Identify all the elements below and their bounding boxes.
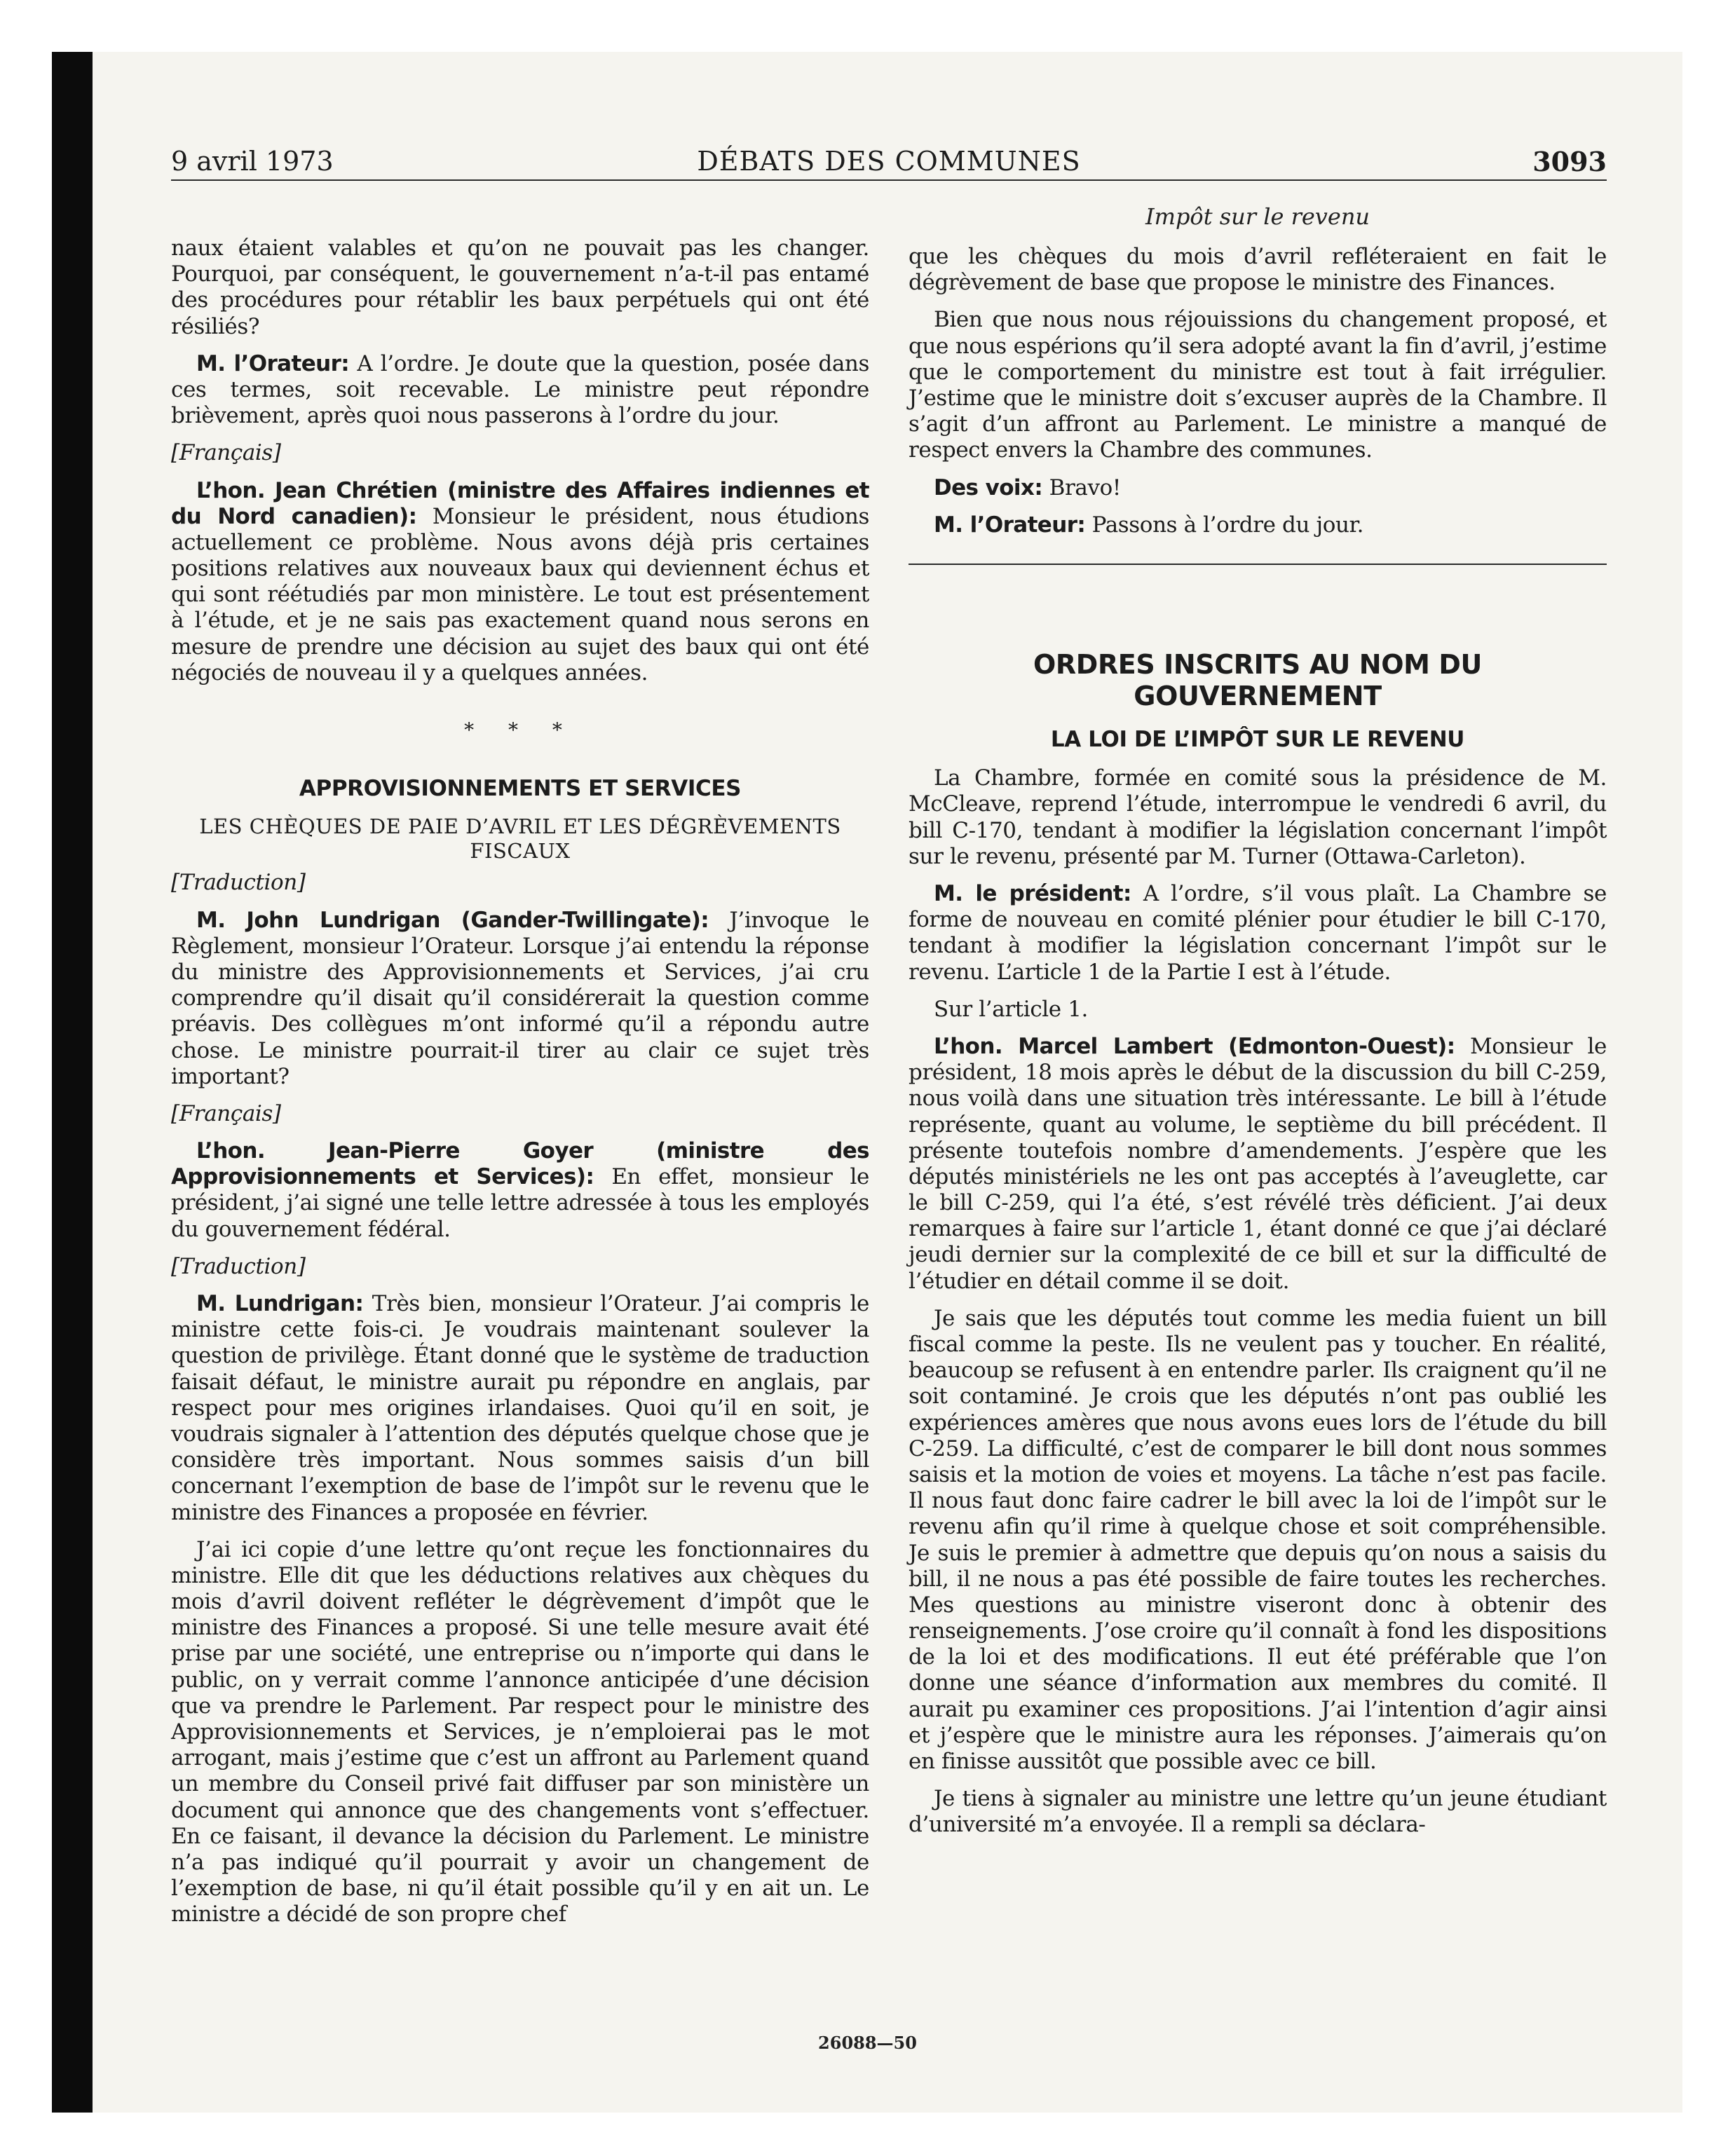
paragraph: naux étaient valables et qu’on ne pouvait pas les changer. Pourquoi, par conséquent, le gouvernement n’a-t-il pas entamé des procédures pour rétablir les baux perpétuels qui ont été résiliés? [171,236,869,339]
speaker: M. Lundrigan: [196,1291,364,1316]
running-head: Impôt sur le revenu [1145,203,1370,230]
speaker: L’hon. Jean-Pierre Goyer (ministre des Approvisionnements et Services): [171,1138,869,1190]
paragraph: J’ai ici copie d’une lettre qu’ont reçue les fonctionnaires du ministre. Elle dit que les déductions relatives aux chèques du mois d’avril doivent refléter le dégrèvement d’impôt que le ministre des Finances a proposé. Si une telle mesure avait été prise par une société, une entreprise ou n’importe qui dans le public, on y verrait comme l’annonce anticipée d’une décision que va prendre le Parlement. Par respect pour le ministre des Approvisionnements et Services, je n’emploierai pas le mot arrogant, mais j’estime que c’est un affront au Parlement quand un membre du Conseil privé fait diffuser par son ministère un document qui annonce que des changements vont s’effectuer. En ce faisant, il devance la décision du Parlement. Le ministre n’a pas indiqué qu’il pourrait y avoir un changement de l’exemption de base, ni qu’il était possible qu’il y en ait un. Le ministre a décidé de son propre chef [171,1536,869,1928]
speaker: M. John Lundrigan (Gander-Twillingate): [196,907,709,933]
section-separator: * * * [464,718,576,742]
page-footer: 26088—50 [818,2033,917,2053]
header-title: DÉBATS DES COMMUNES [697,146,1081,177]
speaker: L’hon. Jean Chrétien (ministre des Affaires indiennes et du Nord canadien): [171,477,869,529]
paragraph: L’hon. Jean-Pierre Goyer (ministre des Approvisionnements et Services): En effet, monsieur le président, j’ai signé une telle lettre adressée à tous les employés du gouvernement fédéral. [171,1138,869,1242]
header-rule [171,179,1607,181]
paragraph: Des voix: Bravo! [934,475,1121,500]
language-note: [Français] [171,440,281,466]
left-column [171,236,869,1939]
paragraph: M. l’Orateur: Passons à l’ordre du jour. [934,512,1364,538]
speaker: M. l’Orateur: [934,512,1086,538]
paragraph: Je sais que les députés tout comme les media fuient un bill fiscal comme la peste. Ils ne veulent pas y toucher. En réalité, beaucoup se refusent à en entendre parler. Ils craignent qu’il ne soit contaminé. Je crois que les députés n’ont pas oublié les expériences amères que nous avons eues lors de l’étude du bill C-259. La difficulté, c’est de comparer le bill dont nous sommes saisis et la motion de voies et moyens. La tâche n’est pas facile. Il nous faut donc faire cadrer le bill avec la loi de l’impôt sur le revenu afin qu’il rime à quelque chose et soit compréhensible. Je suis le premier à admettre que depuis qu’on nous a saisis du bill, il ne nous a pas été possible de faire toutes les recherches. Mes questions au ministre viseront donc à obtenir des renseignements. J’ose croire qu’il connaît à fond les dispositions de la loi et des modifications. Il eut été préférable que l’on donne une séance d’information aux membres du comité. Il aurait pu examiner ces propositions. J’ai l’intention d’agir ainsi et j’espère que le ministre aura les réponses. J’aimerais qu’on en finisse aussitôt que possible avec ce bill. [909,1305,1607,1774]
paragraph: M. Lundrigan: Très bien, monsieur l’Orateur. J’ai compris le ministre cette fois-ci. Je voudrais maintenant soulever la question de privilège. Étant donné que le système de traduction faisait défaut, le ministre aurait pu répondre en anglais, par respect pour mes origines irlandaises. Quoi qu’il en soit, je voudrais signaler à l’attention des députés quelque chose que je considère très important. Nous sommes saisis d’un bill concernant l’exemption de base de l’impôt sur le revenu que le ministre des Finances a proposée en février. [171,1291,869,1525]
right-column [909,244,1607,1850]
paragraph: M. John Lundrigan (Gander-Twillingate): J’invoque le Règlement, monsieur l’Orateur. Lorsque j’ai entendu la réponse du ministre des Approvisionnements et Services, j’ai cru comprendre qu’il disait qu’il considérerait la question comme préavis. Des collègues m’ont informé qu’il a répondu autre chose. Le ministre pourrait-il tirer au clair ce sujet très important? [171,907,869,1089]
page-header [171,146,1607,182]
header-page-number: 3093 [1532,146,1607,177]
paragraph: L’hon. Marcel Lambert (Edmonton-Ouest): Monsieur le président, 18 mois après le début de la discussion du bill C-259, nous voilà dans une situation très intéressante. Le bill à l’étude représente, quant au volume, le septième du bill précédent. Il présente toutefois nombre d’amendements. J’espère que les députés ministériels ne les ont pas acceptés à l’aveuglette, car le bill C-259, qui l’a été, s’est révélé très déficient. J’ai deux remarques à faire sur l’article 1, étant donné ce que j’ai déclaré jeudi dernier sur la complexité de ce bill et sur la difficulté de l’étudier en détail comme il se doit. [909,1033,1607,1294]
paragraph: Bien que nous nous réjouissions du changement proposé, et que nous espérions qu’il sera adopté avant la fin d’avril, j’estime que le comportement du ministre est tout à fait irrégulier. J’estime que le ministre doit s’excuser auprès de la Chambre. Il s’agit d’un affront au Parlement. Le ministre a manqué de respect envers la Chambre des communes. [909,307,1607,463]
paragraph: M. le président: A l’ordre, s’il vous plaît. La Chambre se forme de nouveau en comité plénier pour étudier le bill C-170, tendant à modifier la législation concernant l’impôt sur le revenu. L’article 1 de la Partie I est à l’étude. [909,881,1607,985]
paragraph: Sur l’article 1. [934,996,1088,1022]
section-rule [909,564,1607,565]
language-note: [Français] [171,1100,281,1126]
subsection-heading: LA LOI DE L’IMPÔT SUR LE REVENU [1050,727,1465,753]
section-heading: APPROVISIONNEMENTS ET SERVICES [299,775,742,801]
paragraph: M. l’Orateur: A l’ordre. Je doute que la question, posée dans ces termes, soit recevable. Le ministre peut répondre brièvement, après quoi nous passerons à l’ordre du jour. [171,350,869,429]
speaker: Des voix: [934,475,1043,500]
speaker: M. l’Orateur: [196,350,350,376]
paragraph: que les chèques du mois d’avril refléteraient en fait le dégrèvement de base que propose le ministre des Finances. [909,244,1607,296]
language-note: [Traduction] [171,1253,306,1279]
paragraph: Je tiens à signaler au ministre une lettre qu’un jeune étudiant d’université m’a envoyée. Il a rempli sa déclara- [909,1786,1607,1838]
paragraph: La Chambre, formée en comité sous la présidence de M. McCleave, reprend l’étude, interrompue le vendredi 6 avril, du bill C-170, tendant à modifier la législation concernant l’impôt sur le revenu, présenté par M. Turner (Ottawa-Carleton). [909,765,1607,869]
speaker: L’hon. Marcel Lambert (Edmonton-Ouest): [934,1033,1455,1059]
binding-edge [52,52,93,2113]
speaker: M. le président: [934,881,1131,906]
section-heading: ORDRES INSCRITS AU NOM DU GOUVERNEMENT [1033,648,1482,712]
header-date: 9 avril 1973 [171,146,334,177]
subsection-heading: LES CHÈQUES DE PAIE D’AVRIL ET LES DÉGRÈVEMENTS FISCAUX [199,814,841,863]
paragraph: L’hon. Jean Chrétien (ministre des Affaires indiennes et du Nord canadien): Monsieur le président, nous étudions actuellement ce problème. Nous avons déjà pris certaines positions relatives aux nouveaux baux qui deviennent échus et qui sont réétudiés par mon ministère. Le tout est présentement à l’étude, et je ne sais pas exactement quand nous serons en mesure de prendre une décision au sujet des baux qui ont été négociés de nouveau il y a quelques années. [171,477,870,685]
language-note: [Traduction] [171,870,306,896]
